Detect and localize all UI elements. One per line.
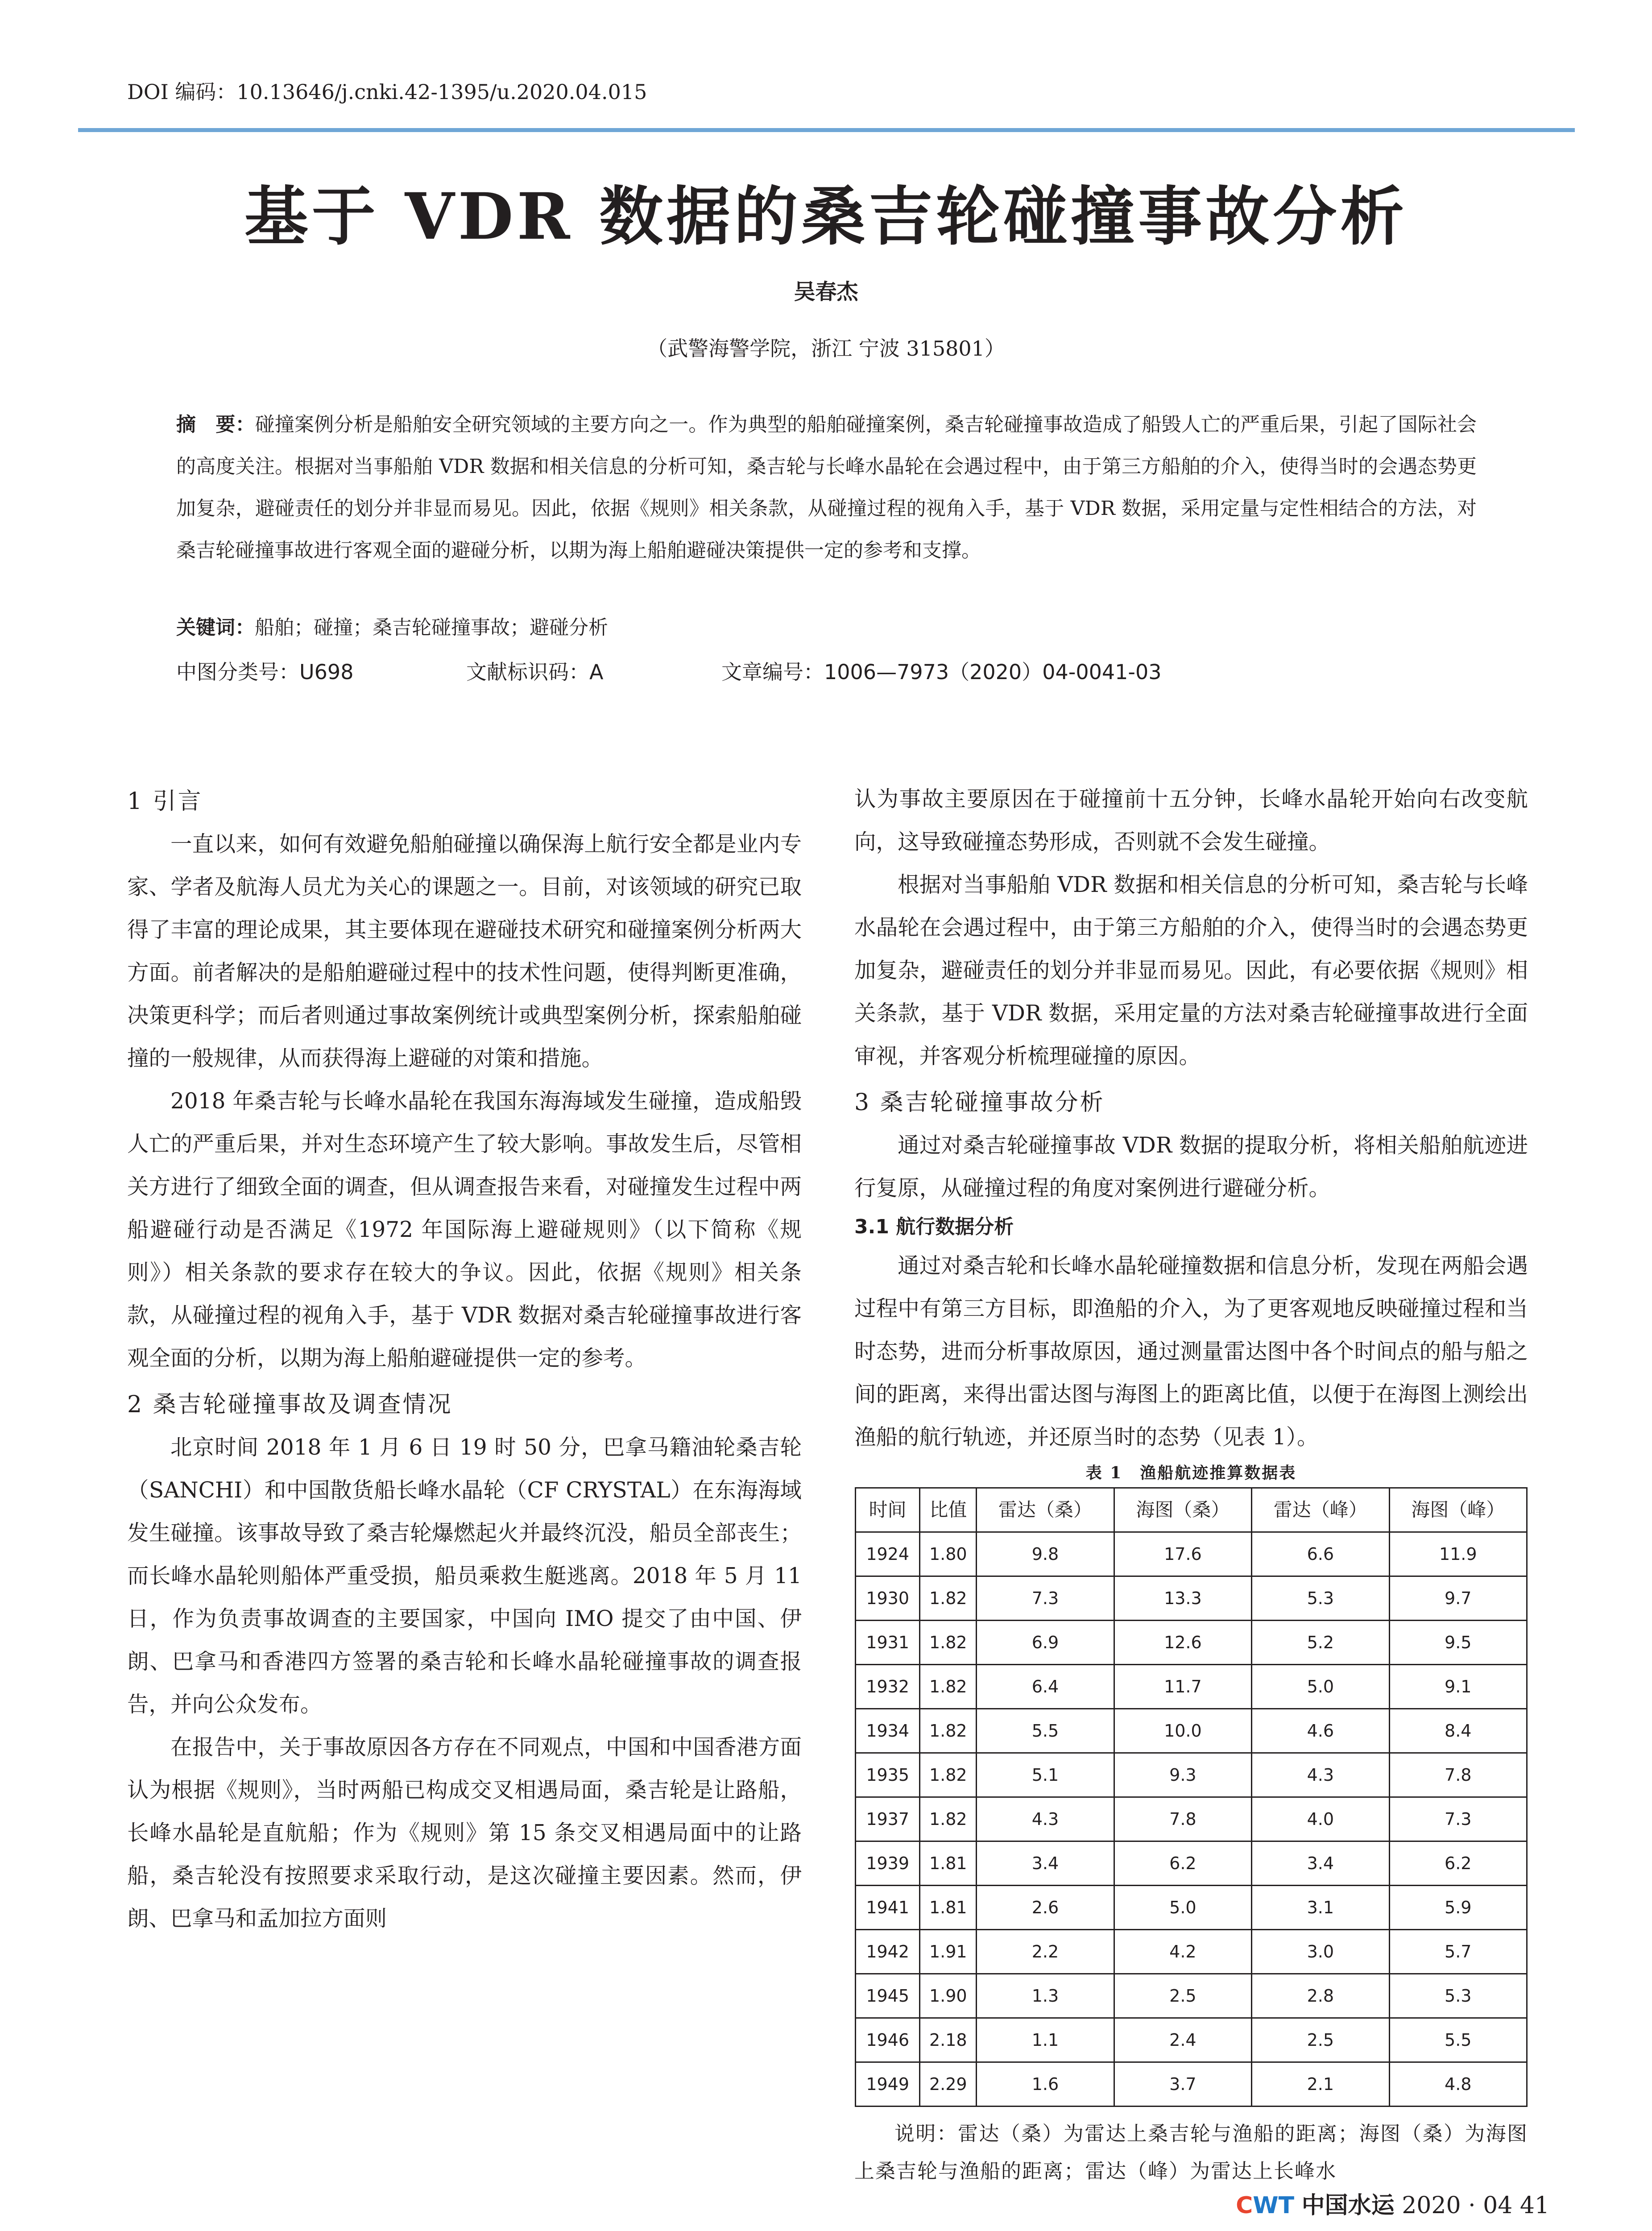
section-2-paragraph-1: 北京时间 2018 年 1 月 6 日 19 时 50 分，巴拿马籍油轮桑吉轮（SANCHI）和中国散货船长峰水晶轮（CF CRYSTAL）在东海海域发生碰撞。该事故导致了桑吉轮爆燃起火并最终沉没，船员全部丧生；而长峰水晶轮则船体严重受损，船员乘救生艇逃离。2018 年 5 月 11 日，作为负责事故调查的主要国家，中国向 IMO 提交了由中国、伊朗、巴拿马和香港四方签署的桑吉轮和长峰水晶轮碰撞事故的调查报告，并向公众发布。 [127, 1435, 802, 1717]
table-header-row [856, 1488, 1527, 1532]
table-cell: 1931 [856, 1621, 920, 1665]
table-cell: 5.3 [1252, 1576, 1389, 1621]
table-cell: 1932 [856, 1665, 920, 1709]
table-cell: 1939 [856, 1841, 920, 1886]
table-header-cell: 海图（峰） [1389, 1488, 1527, 1532]
table-cell: 1935 [856, 1753, 920, 1797]
table-cell: 4.3 [1252, 1753, 1389, 1797]
table-cell: 1942 [856, 1930, 920, 1974]
table-header-cell: 雷达（峰） [1252, 1488, 1389, 1532]
table-row [856, 2018, 1527, 2062]
table-cell: 2.4 [1114, 2018, 1251, 2062]
doi-code: DOI 编码：10.13646/j.cnki.42-1395/u.2020.04.015 [127, 80, 647, 104]
table-cell: 13.3 [1114, 1576, 1251, 1621]
table-cell: 12.6 [1114, 1621, 1251, 1665]
table-cell: 7.3 [1389, 1797, 1527, 1841]
table-cell: 1930 [856, 1576, 920, 1621]
author: 吴春杰 [794, 279, 858, 304]
table-cell: 1.1 [977, 2018, 1114, 2062]
table-cell: 7.3 [977, 1576, 1114, 1621]
table-row [856, 1797, 1527, 1841]
table-row [856, 1621, 1527, 1665]
table-cell: 2.18 [920, 2018, 977, 2062]
table-header-cell: 海图（桑） [1114, 1488, 1251, 1532]
table-cell: 1949 [856, 2062, 920, 2107]
table-cell: 4.0 [1252, 1797, 1389, 1841]
section-1-paragraph-1: 一直以来，如何有效避免船舶碰撞以确保海上航行安全都是业内专家、学者及航海人员尤为关心的课题之一。目前，对该领域的研究已取得了丰富的理论成果，其主要体现在避碰技术研究和碰撞案例分析两大方面。前者解决的是船舶避碰过程中的技术性问题，使得判断更准确，决策更科学；而后者则通过事故案例统计或典型案例分析，探索船舶碰撞的一般规律，从而获得海上避碰的对策和措施。 [127, 832, 802, 1071]
table-row [856, 1665, 1527, 1709]
table-row [856, 1974, 1527, 2018]
header-rule [78, 128, 1575, 132]
clc-number: 中图分类号：U698 [176, 660, 354, 684]
table-cell: 5.0 [1252, 1665, 1389, 1709]
table-cell: 1.6 [977, 2062, 1114, 2107]
article-number: 文章编号：1006—7973（2020）04-0041-03 [721, 660, 1162, 684]
section-3-heading: 3 桑吉轮碰撞事故分析 [854, 1089, 1105, 1116]
left-column [127, 780, 802, 1940]
fishing-boat-track-table [855, 1487, 1528, 2107]
document-code: 文献标识码：A [466, 660, 604, 684]
affiliation: （武警海警学院，浙江 宁波 315801） [647, 336, 1005, 361]
abstract-text: 碰撞案例分析是船舶安全研究领域的主要方向之一。作为典型的船舶碰撞案例，桑吉轮碰撞事故造成了船毁人亡的严重后果，引起了国际社会的高度关注。根据对当事船舶 VDR 数据和相关信息的分析可知，桑吉轮与长峰水晶轮在会遇过程中，由于第三方船舶的介入，使得当时的会遇态势更加复杂，避碰责任的划分并非显而易见。因此，依据《规则》相关条款，从碰撞过程的视角入手，基于 VDR 数据，采用定量与定性相结合的方法，对桑吉轮碰撞事故进行客观全面的避碰分析，以期为海上船舶避碰决策提供一定的参考和支撑。 [176, 413, 1477, 562]
table-header-cell: 雷达（桑） [977, 1488, 1114, 1532]
paper-title: 基于 VDR 数据的桑吉轮碰撞事故分析 [244, 179, 1408, 254]
section-1-paragraph-2: 2018 年桑吉轮与长峰水晶轮在我国东海海域发生碰撞，造成船毁人亡的严重后果，并对生态环境产生了较大影响。事故发生后，尽管相关方进行了细致全面的调查，但从调查报告来看，对碰撞发生过程中两船避碰行动是否满足《1972 年国际海上避碰规则》（以下简称《规则》）相关条款的要求存在较大的争议。因此，依据《规则》相关条款，从碰撞过程的视角入手，基于 VDR 数据对桑吉轮碰撞事故进行客观全面的分析，以期为海上船舶避碰提供一定的参考。 [127, 1089, 802, 1371]
section-2-paragraph-3: 根据对当事船舶 VDR 数据和相关信息的分析可知，桑吉轮与长峰水晶轮在会遇过程中，由于第三方船舶的介入，使得当时的会遇态势更加复杂，避碰责任的划分并非显而易见。因此，有必要依据《规则》相关条款，基于 VDR 数据，采用定量的方法对桑吉轮碰撞事故进行全面审视，并客观分析梳理碰撞的原因。 [854, 872, 1528, 1069]
table-cell: 4.8 [1389, 2062, 1527, 2107]
table-row [856, 1841, 1527, 1886]
table-cell: 5.1 [977, 1753, 1114, 1797]
table-cell: 3.0 [1252, 1930, 1389, 1974]
table-cell: 2.5 [1114, 1974, 1251, 2018]
table-cell: 1.90 [920, 1974, 977, 2018]
table-caption: 表 1 渔船航迹推算数据表 [1085, 1464, 1297, 1482]
table-cell: 9.8 [977, 1532, 1114, 1576]
section-2-paragraph-2: 在报告中，关于事故原因各方存在不同观点，中国和中国香港方面认为根据《规则》，当时两船已构成交叉相遇局面，桑吉轮是让路船，长峰水晶轮是直航船；作为《规则》第 15 条交叉相遇局面中的让路船，桑吉轮没有按照要求采取行动，是这次碰撞主要因素。然而，伊朗、巴拿马和孟加拉方面则 [127, 1735, 802, 1931]
table-row [856, 1576, 1527, 1621]
keywords [176, 611, 608, 640]
table-header-cell: 比值 [920, 1488, 977, 1532]
table-cell: 1.82 [920, 1797, 977, 1841]
table-cell: 10.0 [1114, 1709, 1251, 1753]
table-cell: 9.7 [1389, 1576, 1527, 1621]
table-cell: 4.6 [1252, 1709, 1389, 1753]
table-row [856, 1709, 1527, 1753]
table-cell: 7.8 [1389, 1753, 1527, 1797]
subsection-3-1-paragraph-1: 通过对桑吉轮和长峰水晶轮碰撞数据和信息分析，发现在两船会遇过程中有第三方目标，即渔船的介入，为了更客观地反映碰撞过程和当时态势，进而分析事故原因，通过测量雷达图中各个时间点的船与船之间的距离，来得出雷达图与海图上的距离比值，以便于在海图上测绘出渔船的航行轨迹，并还原当时的态势（见表 1）。 [854, 1253, 1528, 1450]
table-cell: 7.8 [1114, 1797, 1251, 1841]
table-cell: 1.81 [920, 1886, 977, 1930]
table-row [856, 1886, 1527, 1930]
table-cell: 1.82 [920, 1709, 977, 1753]
journal-logo-wt: WT [1253, 2192, 1295, 2219]
table-cell: 3.1 [1252, 1886, 1389, 1930]
table-cell: 5.0 [1114, 1886, 1251, 1930]
table-row [856, 1532, 1527, 1576]
table-cell: 2.6 [977, 1886, 1114, 1930]
subsection-3-1-heading: 3.1 航行数据分析 [854, 1215, 1014, 1238]
table-cell: 4.3 [977, 1797, 1114, 1841]
table-cell: 5.7 [1389, 1930, 1527, 1974]
table-cell: 2.8 [1252, 1974, 1389, 2018]
table-cell: 8.4 [1389, 1709, 1527, 1753]
issue-number: 2020 · 04 [1402, 2192, 1513, 2219]
table-cell: 1.81 [920, 1841, 977, 1886]
table-row [856, 2062, 1527, 2107]
section-2-paragraph-2-continued: 认为事故主要原因在于碰撞前十五分钟，长峰水晶轮开始向右改变航向，这导致碰撞态势形成，否则就不会发生碰撞。 [854, 787, 1528, 854]
table-row [856, 1753, 1527, 1797]
table-cell: 9.1 [1389, 1665, 1527, 1709]
table-cell: 1.82 [920, 1665, 977, 1709]
table-cell: 5.3 [1389, 1974, 1527, 2018]
journal-name: 中国水运 [1301, 2192, 1395, 2219]
right-column [854, 778, 1528, 2190]
abstract-label: 摘 要： [176, 413, 255, 436]
table-cell: 1946 [856, 2018, 920, 2062]
table-cell: 2.5 [1252, 2018, 1389, 2062]
table-cell: 2.2 [977, 1930, 1114, 1974]
table-cell: 11.7 [1114, 1665, 1251, 1709]
table-cell: 1941 [856, 1886, 920, 1930]
table-cell: 6.2 [1389, 1841, 1527, 1886]
table-cell: 1937 [856, 1797, 920, 1841]
table-cell: 1924 [856, 1532, 920, 1576]
table-cell: 5.2 [1252, 1621, 1389, 1665]
table-cell: 3.4 [1252, 1841, 1389, 1886]
table-row [856, 1930, 1527, 1974]
table-cell: 6.2 [1114, 1841, 1251, 1886]
table-cell: 4.2 [1114, 1930, 1251, 1974]
table-cell: 1.82 [920, 1576, 977, 1621]
table-cell: 5.5 [977, 1709, 1114, 1753]
page-footer [1236, 2186, 1549, 2220]
table-cell: 9.3 [1114, 1753, 1251, 1797]
table-cell: 3.4 [977, 1841, 1114, 1886]
table-cell: 11.9 [1389, 1532, 1527, 1576]
abstract [176, 404, 1477, 572]
table-cell: 5.5 [1389, 2018, 1527, 2062]
table-cell: 2.29 [920, 2062, 977, 2107]
table-cell: 1.82 [920, 1621, 977, 1665]
table-cell: 5.9 [1389, 1886, 1527, 1930]
table-note: 说明：雷达（桑）为雷达上桑吉轮与渔船的距离；海图（桑）为海图上桑吉轮与渔船的距离；雷达（峰）为雷达上长峰水 [854, 2122, 1528, 2183]
table-cell: 1934 [856, 1709, 920, 1753]
table-cell: 1.91 [920, 1930, 977, 1974]
table-cell: 9.5 [1389, 1621, 1527, 1665]
table-cell: 6.9 [977, 1621, 1114, 1665]
page-number: 41 [1520, 2192, 1549, 2219]
table-cell: 1.80 [920, 1532, 977, 1576]
table-cell: 2.1 [1252, 2062, 1389, 2107]
keywords-text: 船舶；碰撞；桑吉轮碰撞事故；避碰分析 [255, 616, 608, 639]
table-cell: 3.7 [1114, 2062, 1251, 2107]
table-cell: 1945 [856, 1974, 920, 2018]
table-cell: 6.4 [977, 1665, 1114, 1709]
table-cell: 17.6 [1114, 1532, 1251, 1576]
section-2-heading: 2 桑吉轮碰撞事故及调查情况 [127, 1391, 453, 1418]
table-header-cell: 时间 [856, 1488, 920, 1532]
journal-logo-c: C [1236, 2192, 1253, 2219]
keywords-label: 关键词： [176, 616, 255, 639]
table-cell: 6.6 [1252, 1532, 1389, 1576]
table-cell: 1.82 [920, 1753, 977, 1797]
section-1-heading: 1 引言 [127, 788, 203, 815]
section-3-paragraph-1: 通过对桑吉轮碰撞事故 VDR 数据的提取分析，将相关船舶航迹进行复原，从碰撞过程的角度对案例进行避碰分析。 [854, 1133, 1528, 1201]
table-cell: 1.3 [977, 1974, 1114, 2018]
